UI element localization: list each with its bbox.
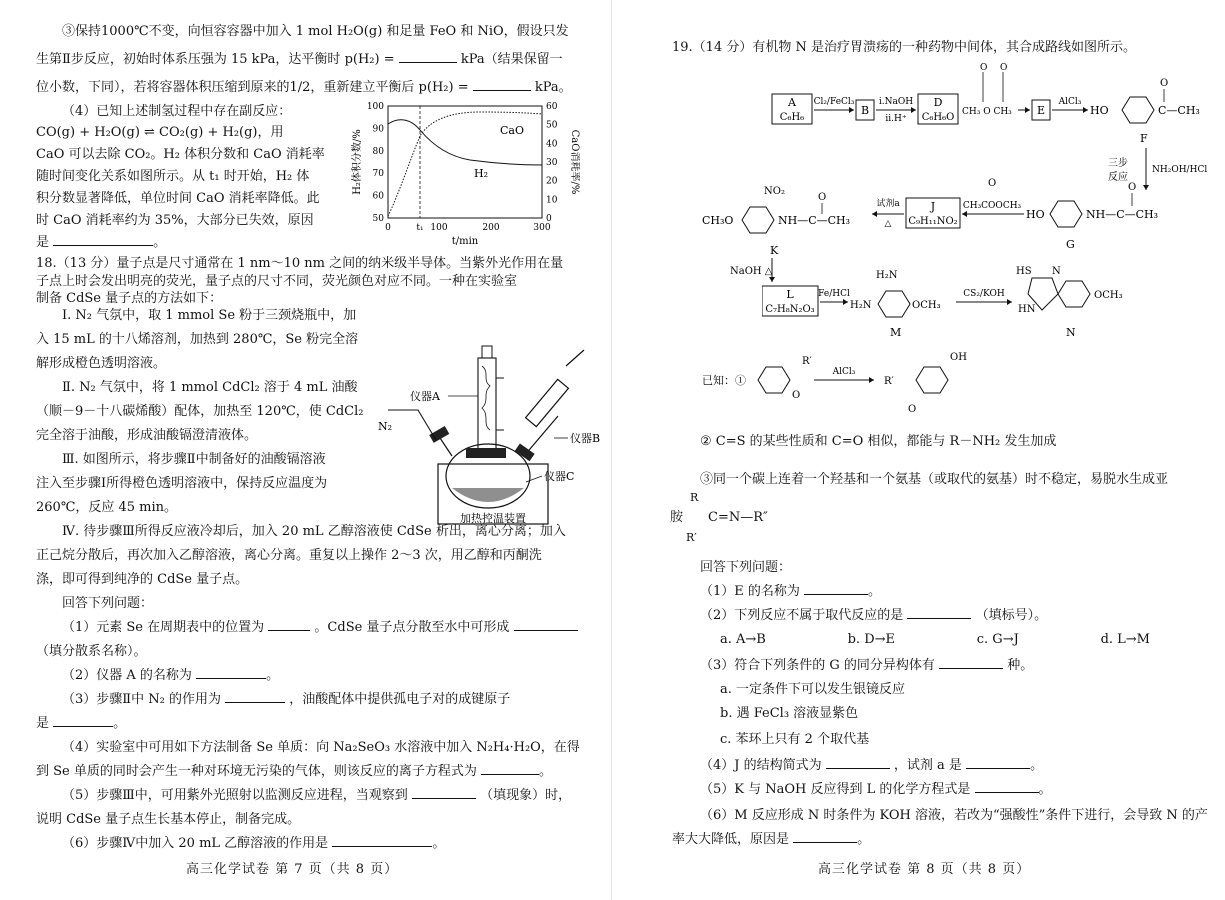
answer-blank (399, 48, 457, 63)
n-hn: HN (1018, 304, 1036, 315)
q19-sub4: （4）J 的结构简式为 ，试剂 a 是 。 (700, 754, 1043, 778)
chart-ylabel-right: CaO消耗率/% (569, 129, 580, 195)
q18-sub5-line1: （5）步骤Ⅲ中，可用紫外光照射以监测反应进程，当观察到 （填现象）时， (62, 784, 571, 808)
q18-ask: 回答下列问题： (62, 596, 154, 611)
label-g: G (1066, 238, 1075, 251)
reagent-jk-2: △ (884, 219, 892, 229)
answer-blank (966, 754, 1030, 769)
q18-sub1-cont: （填分散系名称）。 (36, 644, 147, 659)
q18-step3-line1: Ⅲ. 如图所示，将步骤Ⅱ中制备好的油酸镉溶液 (62, 452, 326, 467)
known-3-amine: 胺 (670, 510, 684, 525)
known-o2: O (908, 404, 917, 415)
answer-blank (804, 580, 868, 595)
answer-blank (793, 828, 857, 843)
label-j: J (930, 200, 936, 213)
answer-blank (481, 760, 539, 775)
q19-sub2-options (720, 628, 1150, 652)
q18-sub4-line2: 到 Se 单质的同时会产生一种对环境无污染的气体，则该反应的离子方程式为 。 (36, 760, 552, 784)
q17-p4-line4: 随时间变化关系如图所示。从 t₁ 时开始，H₂ 体 (36, 169, 310, 184)
q18-step3-line3: 260℃，反应 45 min。 (36, 500, 178, 515)
reagent-bd-1: i.NaOH (878, 97, 914, 107)
ytick-right-label: 40 (546, 139, 558, 150)
answer-blank (975, 778, 1039, 793)
known-o1: O (792, 390, 801, 401)
left-yticks (367, 102, 384, 224)
ytick-right-label: 50 (546, 120, 558, 131)
q18-step2-line3: 完全溶于油酸，形成油酸镉澄清液体。 (36, 428, 258, 443)
anhydride-o1: O (980, 63, 988, 73)
q17-p4-line1: （4）已知上述制氢过程中存在副反应： (62, 104, 292, 119)
q18-step4-line1: Ⅳ. 待步骤Ⅲ所得反应液冷却后，加入 20 mL 乙醇溶液使 CdSe 析出，离心分离；加入 (62, 524, 566, 539)
ytick-right-label: 60 (546, 102, 558, 112)
label-a: A (788, 96, 796, 109)
condenser (478, 358, 496, 450)
q19-ask: 回答下列问题： (700, 560, 792, 575)
page-7 (0, 0, 612, 900)
option-a: a. A→B (720, 632, 766, 647)
answer-blank (196, 664, 266, 679)
chart-ylabel-left: H₂体积分数/% (352, 129, 363, 195)
anhydride-formula: CH₃ O CH₃ (962, 107, 1012, 117)
q18-sub1: （1）元素 Se 在周期表中的位置为 。CdSe 量子点分散至水中可形成 (62, 616, 578, 640)
reagent-jk-1: 试剂a (876, 199, 900, 209)
q18-sub4-line1: （4）实验室中可用如下方法制备 Se 单质：向 Na₂SeO₃ 水溶液中加入 N₂H₄·H₂O，在得 (62, 740, 580, 755)
answer-blank (412, 784, 476, 799)
g-right: NH—C—CH₃ (1086, 208, 1159, 221)
q19-cond-b: b. 遇 FeCl₃ 溶液显紫色 (720, 706, 859, 721)
answer-blank (826, 754, 890, 769)
answer-blank (939, 654, 1003, 669)
q19-sub6-line1: （6）M 反应形成 N 时条件为 KOH 溶液，若改为“强酸性”条件下进行，会导致 N 的产 (700, 808, 1208, 823)
label-n: N (1066, 326, 1076, 339)
known-3-imine: C=N—R″ (708, 510, 768, 525)
known-r2: R′ (884, 376, 894, 387)
g-benzene (1050, 201, 1082, 227)
q17-p4-line7: 是 。 (36, 231, 166, 255)
known-oh: OH (950, 352, 967, 363)
n-benzene (1058, 281, 1090, 307)
xtick-label: 300 (533, 223, 551, 233)
answer-blank (514, 616, 578, 631)
reagent-lm: Fe/HCl (818, 289, 850, 299)
page-8-footer: 高三化学试卷 第 8 页（共 8 页） (818, 862, 1031, 877)
answer-blank (225, 688, 285, 703)
g-left: HO (1026, 208, 1045, 221)
label-m: M (890, 326, 902, 339)
known-r1: R′ (802, 356, 812, 367)
q18-sub3: （3）步骤Ⅱ中 N₂ 的作用为 ，油酸配体中提供孤电子对的成键原子 (62, 688, 510, 712)
condenser-coil (482, 366, 490, 430)
known-3-r: R (690, 491, 699, 504)
cao-curve-label: CaO (500, 124, 524, 137)
n-n: N (1052, 266, 1061, 277)
n-hs: HS (1016, 266, 1032, 277)
reagent-gj-o: O (988, 178, 997, 189)
m-nh2: H₂N (876, 270, 898, 281)
q18-step2-line1: Ⅱ. N₂ 气氛中，将 1 mmol CdCl₂ 溶于 4 mL 油酸 (62, 380, 358, 395)
known-label: 已知：① (702, 374, 746, 387)
known-reagent: AlCl₃ (832, 367, 856, 377)
reagent-fg: NH₂OH/HCl (1152, 165, 1208, 175)
ytick-right-label: 30 (546, 158, 558, 168)
answer-blank (268, 616, 310, 631)
q18-step1-line3: 解形成橙色透明溶液。 (36, 356, 167, 371)
m-right: OCH₃ (912, 300, 941, 311)
flask-liquid (452, 488, 524, 502)
q17-p4-line2: CO(g) + H₂O(g) ⇌ CO₂(g) + H₂(g)，用 (36, 125, 284, 140)
q18-sub6: （6）步骤Ⅳ中加入 20 mL 乙醇溶液的作用是 。 (62, 832, 445, 856)
q18-step1-line1: Ⅰ. N₂ 气氛中，取 1 mmol Se 粉于三颈烧瓶中，加 (62, 308, 357, 323)
known-3-r2: R′ (686, 531, 697, 544)
syringe-barrel (526, 379, 569, 426)
q18-step4-line2: 正己烷分散后，再次加入乙醇溶液，离心分离。重复以上操作 2～3 次，用乙醇和丙酮洗 (36, 548, 542, 563)
f-right: C—CH₃ (1158, 104, 1200, 117)
formula-d: C₆H₆O (921, 112, 955, 123)
k-no2: NO₂ (764, 186, 785, 197)
ytick-left-label: 60 (372, 191, 384, 202)
q17-p3-line2: 生第Ⅱ步反应，初始时体系压强为 15 kPa，达平衡时 p(H₂) = kPa（结果保留一 (36, 48, 563, 72)
f-left: HO (1090, 104, 1109, 117)
g-carbonyl-o: O (1128, 182, 1137, 193)
ytick-left-label: 70 (372, 169, 384, 180)
q18-intro2: 子点上时会发出明亮的荧光，量子点的尺寸不同，荧光颜色对应不同。一种在实验室 (36, 273, 518, 289)
q18-sub5-line2: 说明 CdSe 量子点生长基本停止，制备完成。 (36, 812, 301, 827)
f-carbonyl-o: O (1160, 78, 1169, 89)
q17-p3-line1: ③保持1000℃不变，向恒容容器中加入 1 mol H₂O(g) 和足量 FeO 和 NiO，假设只发 (62, 24, 569, 39)
option-b: b. D→E (847, 632, 896, 647)
known-benzene-2 (916, 367, 948, 393)
m-left: H₂N (850, 300, 872, 311)
structure-k (702, 180, 902, 260)
label-l: L (786, 288, 794, 301)
k-benzene (742, 207, 774, 233)
f-benzene (1122, 97, 1154, 123)
three-steps: 三步 (1108, 158, 1128, 169)
heater-label: 加热控温装置 (460, 512, 526, 525)
xtick-label: 100 (430, 223, 448, 233)
ytick-left-label: 80 (372, 146, 384, 157)
reagent-mn: CS₂/KOH (963, 289, 1005, 299)
q18-step4-line3: 涤，即可得到纯净的 CdSe 量子点。 (36, 572, 249, 587)
k-right: NH—C—CH₃ (778, 214, 851, 227)
option-c: c. G→J (976, 632, 1019, 647)
chart-xlabel: t/min (451, 236, 479, 247)
label-instrument-b: 仪器B (570, 432, 601, 445)
known-2: ② C=S 的某些性质和 C=O 相似，都能与 R－NH₂ 发生加成 (700, 434, 1057, 449)
answer-blank (53, 231, 153, 246)
h2-cao-chart (350, 98, 580, 248)
n2-label: N₂ (378, 420, 393, 433)
known-benzene-1 (758, 367, 790, 393)
ytick-right-label: 0 (546, 214, 552, 224)
reagent-kl: NaOH △ (730, 266, 773, 277)
x-ticks (385, 223, 551, 233)
q19-intro: 19.（14 分）有机物 N 是治疗胃溃疡的一种药物中间体，其合成路线如图所示。 (672, 40, 1136, 55)
arrow-kl (730, 256, 810, 286)
ytick-left-label: 90 (372, 124, 384, 135)
condenser-top (482, 346, 492, 358)
q17-p3-line3: 位小数，下同），若将容器体积压缩到原来的1/2，重新建立平衡后 p(H₂) = kPa。 (36, 76, 572, 100)
known-reaction-1 (702, 340, 1002, 420)
reagent-bd-2: ii.H⁺ (885, 114, 907, 124)
q18-step1-line2: 入 15 mL 的十八烯溶剂，加热到 280℃，Se 粉完全溶 (36, 332, 359, 347)
formula-l: C₇H₈N₂O₃ (765, 304, 815, 315)
xtick-label: 200 (482, 223, 500, 233)
page-8 (612, 0, 1225, 900)
ytick-left-label: 100 (366, 102, 384, 112)
q17-p4-line6: 时 CaO 消耗率约为 35%，大部分已失效，原因 (36, 213, 314, 228)
q19-sub6-line2: 率大大降低，原因是 。 (672, 828, 870, 852)
answer-blank (53, 712, 113, 727)
formula-a: C₆H₆ (779, 112, 805, 123)
reaction-word: 反应 (1108, 172, 1128, 183)
k-carbonyl-o: O (818, 192, 827, 203)
option-d: d. L→M (1100, 632, 1150, 647)
xtick-label: 0 (385, 223, 391, 233)
k-left: CH₃O (702, 214, 734, 227)
center-stopper (466, 448, 506, 458)
formula-j: C₉H₁₁NO₂ (908, 216, 958, 227)
h2-curve-label: H₂ (474, 167, 489, 180)
q19-sub1: （1）E 的名称为 。 (700, 580, 881, 604)
q18-sub2: （2）仪器 A 的名称为 。 (62, 664, 279, 688)
answer-blank (332, 832, 432, 847)
q17-p4-line5: 积分数显著降低，单位时间 CaO 消耗率降低。此 (36, 191, 320, 206)
q19-sub3: （3）符合下列条件的 G 的同分异构体有 种。 (700, 654, 1033, 678)
label-b: B (860, 104, 870, 117)
q18-step3-line2: 注入至步骤Ⅰ所得橙色透明溶液中，保持反应温度为 (36, 476, 328, 491)
q19-sub2: （2）下列反应不属于取代反应的是 （填标号）。 (700, 604, 1047, 628)
n-right: OCH₃ (1094, 290, 1123, 301)
q19-cond-a: a. 一定条件下可以发生银镜反应 (720, 682, 906, 697)
answer-blank (473, 76, 531, 91)
q18-sub3-cont: 是 。 (36, 712, 126, 736)
q18-intro3: 制备 CdSe 量子点的方法如下： (36, 291, 223, 306)
reagent-ab: Cl₂/FeCl₃ (813, 97, 855, 107)
right-yticks (546, 102, 558, 224)
anhydride-o2: O (1000, 63, 1008, 73)
q18-step2-line2: （顺－9－十八碳烯酸）配体，加热至 120℃，使 CdCl₂ (36, 404, 364, 419)
m-benzene (878, 291, 910, 317)
apparatus-diagram (378, 338, 608, 534)
page-7-footer: 高三化学试卷 第 7 页（共 8 页） (186, 862, 399, 877)
label-k: K (770, 244, 779, 257)
answer-blank (907, 604, 971, 619)
q19-sub5: （5）K 与 NaOH 反应得到 L 的化学方程式是 。 (700, 778, 1052, 802)
n2-inlet-tube (388, 410, 436, 440)
ytick-right-label: 20 (546, 176, 558, 187)
known-3: ③同一个碳上连着一个羟基和一个氨基（或取代的氨基）时不稳定，易脱水生成亚 (700, 472, 1169, 487)
q19-cond-c: c. 苯环上只有 2 个取代基 (720, 732, 870, 747)
label-d: D (933, 96, 943, 109)
reagent-gj: CH₃COOCH₃ (962, 201, 1022, 211)
label-instrument-a: 仪器A (410, 390, 440, 403)
label-f: F (1140, 132, 1148, 145)
reagent-ef: AlCl₃ (1058, 97, 1082, 107)
ytick-left-label: 50 (372, 214, 384, 224)
label-e: E (1036, 104, 1046, 117)
ytick-right-label: 10 (546, 195, 558, 206)
q18-intro1: 18.（13 分）量子点是尺寸通常在 1 nm～10 nm 之间的纳米级半导体。当紫外光作用在量 (36, 256, 564, 271)
label-instrument-c: 仪器C (544, 470, 575, 483)
xtick-label: t₁ (416, 223, 424, 233)
q17-p4-line3: CaO 可以去除 CO₂。H₂ 体积分数和 CaO 消耗率 (36, 147, 325, 162)
